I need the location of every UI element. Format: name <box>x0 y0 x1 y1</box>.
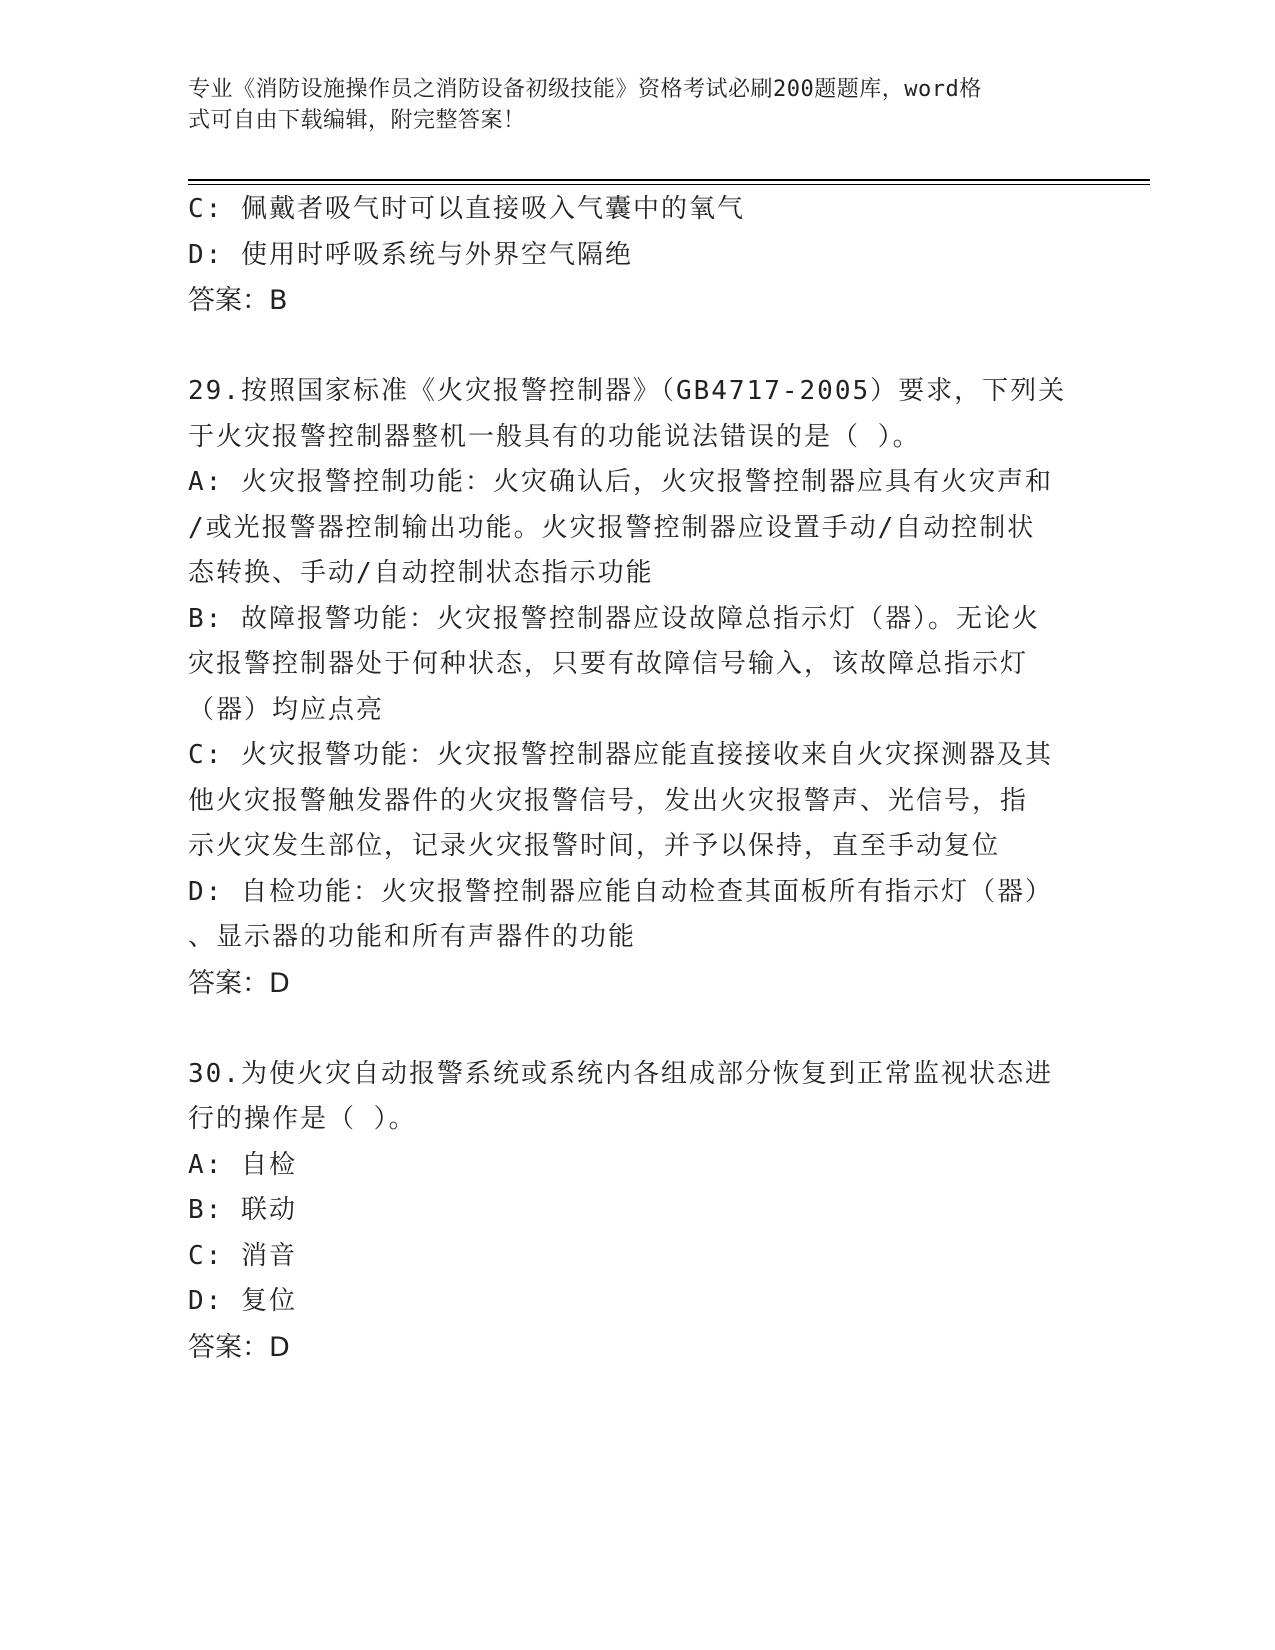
option-d-line: D: 自检功能：火灾报警控制器应能自动检查其面板所有指示灯（器） <box>188 876 1053 907</box>
question-content <box>188 187 1088 1370</box>
question-stem-line: 于火灾报警控制器整机一般具有的功能说法错误的是（ ）。 <box>188 421 921 452</box>
question-29 <box>188 369 1088 1006</box>
spacer <box>188 1006 1088 1052</box>
header-line-2: 式可自由下载编辑，附完整答案！ <box>188 108 526 133</box>
question-stem-line: 29.按照国家标准《火灾报警控制器》（GB4717-2005）要求，下列关 <box>188 376 1067 406</box>
option-b-line: （器）均应点亮 <box>188 694 385 725</box>
answer-line: 答案：B <box>188 285 288 316</box>
header-divider-thin <box>188 184 1150 185</box>
header-line-1: 专业《消防设施操作员之消防设备初级技能》资格考试必刷200题题库，word格 <box>188 77 982 102</box>
option-d: D: 复位 <box>188 1286 297 1316</box>
header-divider-thick <box>188 179 1150 181</box>
option-b-line: B: 故障报警功能：火灾报警控制器应设故障总指示灯（器）。无论火 <box>188 603 1040 634</box>
option-d-line: 、显示器的功能和所有声器件的功能 <box>188 922 637 952</box>
option-a-line: /或光报警器控制输出功能。火灾报警控制器应设置手动/自动控制状 <box>188 512 1036 543</box>
option-d: D: 使用时呼吸系统与外界空气隔绝 <box>188 239 633 270</box>
option-b-line: 灾报警控制器处于何种状态，只要有故障信号输入，该故障总指示灯 <box>188 649 1029 679</box>
previous-question-tail <box>188 187 1088 324</box>
question-30 <box>188 1052 1088 1371</box>
question-stem-line: 30.为使火灾自动报警系统或系统内各组成部分恢复到正常监视状态进 <box>188 1058 1053 1089</box>
option-c-line: C: 火灾报警功能：火灾报警控制器应能直接接收来自火灾探测器及其 <box>188 740 1053 770</box>
option-c: C: 消音 <box>188 1240 297 1271</box>
option-c-line: 示火灾发生部位，记录火灾报警时间，并予以保持，直至手动复位 <box>188 831 1001 861</box>
answer-line: 答案：D <box>188 967 290 999</box>
option-c-line: 他火灾报警触发器件的火灾报警信号，发出火灾报警声、光信号，指 <box>188 785 1029 816</box>
option-b: B: 联动 <box>188 1195 297 1225</box>
option-c: C: 佩戴者吸气时可以直接吸入气囊中的氧气 <box>188 194 745 224</box>
option-a: A: 自检 <box>188 1149 297 1180</box>
option-a-line: A: 火灾报警控制功能：火灾确认后，火灾报警控制器应具有火灾声和 <box>188 467 1053 497</box>
spacer <box>188 324 1088 370</box>
option-a-line: 态转换、手动/自动控制状态指示功能 <box>188 558 654 588</box>
answer-line: 答案：D <box>188 1331 290 1363</box>
question-stem-line: 行的操作是（ ）。 <box>188 1104 417 1134</box>
document-header <box>188 74 1068 136</box>
